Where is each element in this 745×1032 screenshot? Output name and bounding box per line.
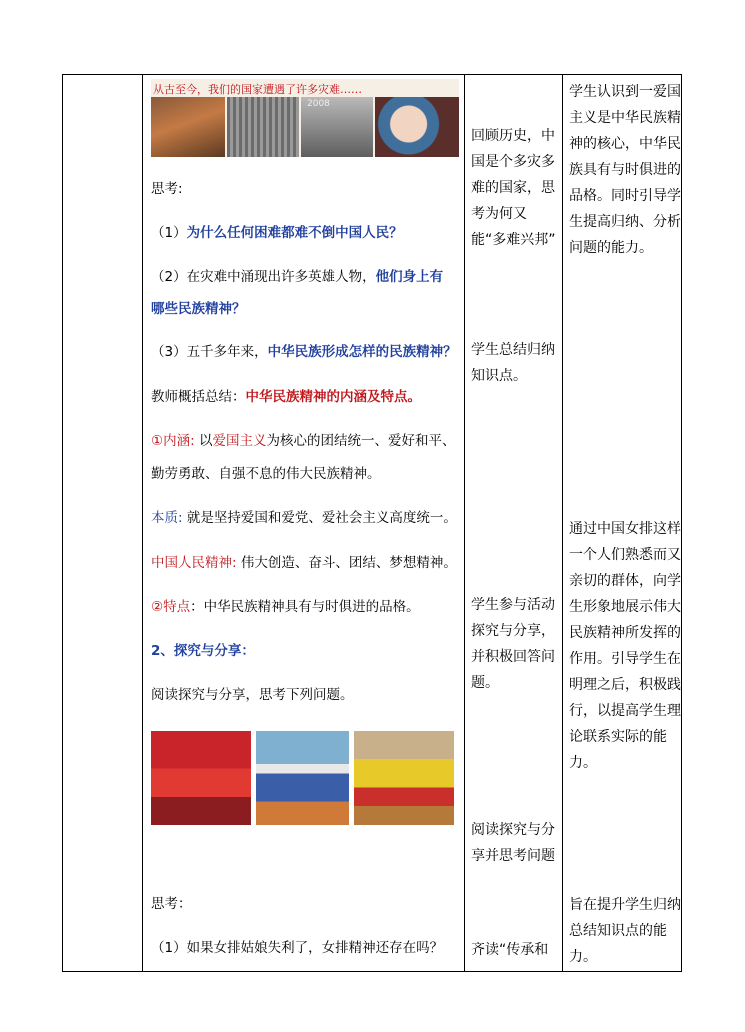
think-label-2: 思考： xyxy=(151,896,192,912)
disaster-banner-image xyxy=(151,79,459,157)
read-instruction: 阅读探究与分享，思考下列问题。 xyxy=(151,687,354,703)
stage-column xyxy=(63,75,142,971)
earthquake-photo-image: 2008 xyxy=(301,97,373,157)
section-2-heading: 2、探究与分享： xyxy=(151,643,255,659)
connotation-line-1: ①内涵: 以爱国主义为核心的团结统一、爱好和平、 xyxy=(151,433,456,449)
war-painting-image xyxy=(151,97,225,157)
question-4: （1）如果女排姑娘失利了，女排精神还存在吗？ xyxy=(151,940,444,956)
crowd-photo-image xyxy=(227,97,299,157)
lesson-table xyxy=(62,74,682,972)
volleyball-team-celebration-image xyxy=(151,731,251,825)
activity-read-think: 阅读探究与分享并思考问题 xyxy=(471,822,555,864)
student-activity-column xyxy=(465,75,563,971)
think-label: 思考: xyxy=(151,181,183,197)
activity-explore-share: 学生参与活动探究与分享，并积极回答问题。 xyxy=(471,597,555,691)
banner-caption: 从古至今，我们的国家遭遇了许多灾难…… xyxy=(153,83,362,96)
content-column xyxy=(143,75,465,971)
question-2-line-1: （2）在灾难中涌现出许多英雄人物，他们身上有 xyxy=(151,269,444,285)
question-3: （3）五千多年来，中华民族形成怎样的民族精神？ xyxy=(151,344,457,360)
activity-summarize: 学生总结归纳知识点。 xyxy=(471,342,555,384)
intent-volleyball: 通过中国女排这样一个人们熟悉而又亲切的群体，向学生形象地展示伟大民族精神所发挥的作用。引导学生在明理之后，积极践行，以提高学生理论联系实际的能力。 xyxy=(569,521,681,771)
activity-read-aloud: 齐读“传承和 xyxy=(471,942,549,958)
question-2-line-2: 哪些民族精神？ xyxy=(151,301,246,317)
activity-review-history: 回顾历史，中国是个多灾多难的国家，思考为何又能“多难兴邦” xyxy=(471,128,556,248)
question-1: （1）为什么任何困难都难不倒中国人民？ xyxy=(151,225,403,241)
volleyball-match-image xyxy=(256,731,349,825)
teacher-summary: 教师概括总结：中华民族精神的内涵及特点。 xyxy=(151,389,421,405)
volleyball-players-image xyxy=(354,731,454,825)
connotation-line-2: 勤劳勇敢、自强不息的伟大民族精神。 xyxy=(151,466,381,482)
feature-line: ②特点：中华民族精神具有与时俱进的品格。 xyxy=(151,599,420,615)
people-spirit-line: 中国人民精神: 伟大创造、奋斗、团结、梦想精神。 xyxy=(151,555,457,571)
intent-patriotism: 学生认识到一爱国主义是中华民族精神的核心，中华民族具有与时俱进的品格。同时引导学生提高归纳、分析问题的能力。 xyxy=(569,84,681,256)
essence-line: 本质: 就是坚持爱国和爱党、爱社会主义高度统一。 xyxy=(151,510,457,526)
mask-portrait-image xyxy=(375,97,459,157)
design-intent-column xyxy=(563,75,681,971)
intent-summarize: 旨在提升学生归纳总结知识点的能力。 xyxy=(569,897,681,965)
